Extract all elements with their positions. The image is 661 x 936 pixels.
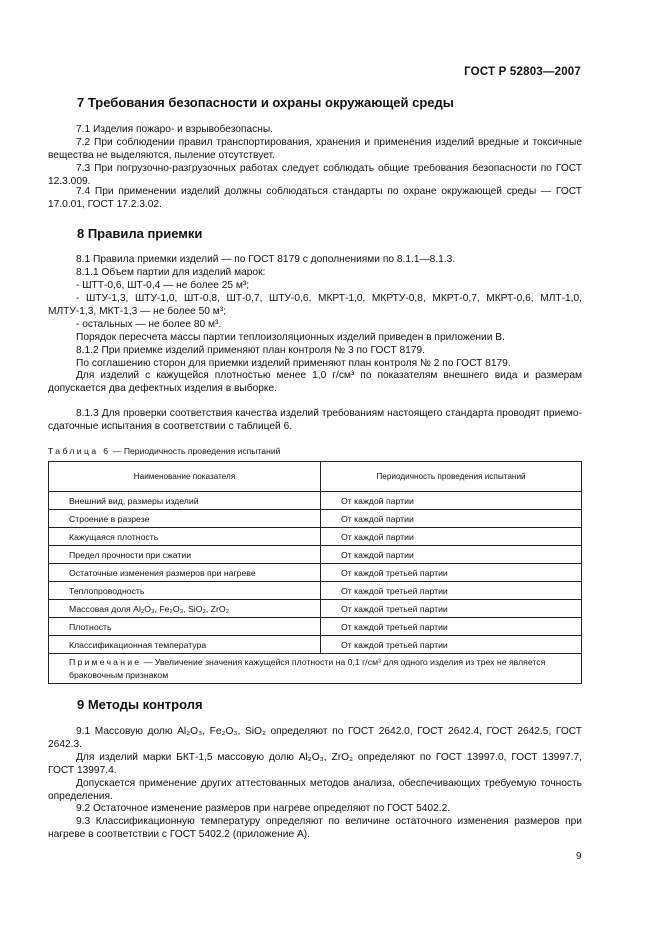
indicator-cell: Кажущаяся плотность — [49, 528, 321, 546]
indicator-cell: Массовая доля Al₂O₃, Fe₂O₃, SiO₂, ZrO₂ — [49, 600, 321, 618]
indicator-cell: Предел прочности при сжатии — [49, 546, 321, 564]
section-8-paragraph: 8.1.3 Для проверки соответствия качества изделий требованиям настоящего стандарта проводят приемо-сдаточные испытания в соответствии с таблицей 6. — [48, 408, 582, 433]
table-caption-label: Таблица 6 — [48, 446, 111, 456]
document-header: ГОСТ Р 52803—2007 — [464, 66, 581, 78]
table-row — [49, 618, 582, 636]
indicator-cell: Классификационная температура — [49, 636, 321, 654]
period-cell: От каждой третьей партии — [321, 636, 582, 654]
page-number: 9 — [576, 851, 582, 862]
table-header-cell: Периодичность проведения испытаний — [321, 462, 582, 492]
table-header-row — [49, 462, 582, 492]
section-8-title: 8 Правила приемки — [77, 226, 203, 241]
period-cell: От каждой третьей партии — [321, 564, 582, 582]
table-note-label: Примечание — [69, 656, 142, 667]
table-row — [49, 492, 582, 510]
table-row — [49, 528, 582, 546]
indicator-cell: Теплопроводность — [49, 582, 321, 600]
table-header-cell: Наименование показателя — [49, 462, 321, 492]
section-7-paragraph: 7.2 При соблюдении правил транспортирования, хранения и применения изделий вредные и токсичные вещества не выделяются, пыление отсутствует. — [48, 137, 582, 162]
indicator-cell: Остаточные изменения размеров при нагреве — [49, 564, 321, 582]
section-8-list-item: - остальных — не более 80 м³. — [76, 319, 222, 330]
table-note — [49, 654, 582, 684]
table-note-row — [49, 654, 582, 684]
table-row — [49, 564, 582, 582]
table-caption-text: — Периодичность проведения испытаний — [110, 446, 281, 456]
section-8-list-item: - ШТУ-1,3, ШТУ-1,0, ШТ-0,8, ШТ-0,7, ШТУ-0,6, МКРТ-1,0, МКРТУ-0,8, МКРТ-0,7, МКРТ-0,6, МЛТ-1,0, МЛТУ-1,3, МКТ-1,3 — не более 50 м³; — [48, 293, 582, 318]
indicator-cell: Строение в разрезе — [49, 510, 321, 528]
section-7-paragraph: 7.3 При погрузочно-разгрузочных работах следует соблюдать общие требования безопасности по ГОСТ 12.3.009. — [48, 163, 582, 188]
section-8-paragraph: По соглашению сторон для приемки изделий применяют план контроля № 2 по ГОСТ 8179. — [76, 358, 511, 369]
section-7-paragraph: 7.1 Изделия пожаро- и взрывобезопасны. — [76, 124, 273, 135]
table-note-text: — Увеличение значения кажущейся плотности на 0,1 г/см³ для одного изделия из трех не является браковочным признаком — [69, 656, 546, 680]
period-cell: От каждой третьей партии — [321, 600, 582, 618]
section-9-paragraph: 9.2 Остаточное изменение размеров при нагреве определяют по ГОСТ 5402.2. — [76, 803, 451, 814]
period-cell: От каждой партии — [321, 492, 582, 510]
table-row — [49, 600, 582, 618]
section-9-paragraph: Для изделий марки БКТ-1,5 массовую долю Al₂O₃, ZrO₂ определяют по ГОСТ 13997.0, ГОСТ 13997.7, ГОСТ 13997.4. — [48, 752, 582, 777]
section-8-list-item: - ШТТ-0,6, ШТ-0,4 — не более 25 м³; — [76, 280, 250, 291]
section-7-title: 7 Требования безопасности и охраны окружающей среды — [77, 95, 454, 110]
section-8-paragraph: Для изделий с кажущейся плотностью менее 1,0 г/см³ по показателям внешнего вида и размерам допускается два дефектных изделия в выборке. — [48, 370, 582, 395]
table-caption — [48, 446, 280, 456]
inspection-table — [48, 461, 582, 684]
period-cell: От каждой третьей партии — [321, 582, 582, 600]
section-9-paragraph: Допускается применение других аттестованных методов анализа, обеспечивающих требуемую точность определения. — [48, 778, 582, 803]
period-cell: От каждой партии — [321, 528, 582, 546]
period-cell: От каждой третьей партии — [321, 618, 582, 636]
section-8-paragraph: 8.1 Правила приемки изделий — по ГОСТ 8179 с дополнениями по 8.1.1—8.1.3. — [76, 254, 456, 265]
section-8-paragraph: Порядок пересчета массы партии теплоизоляционных изделий приведен в приложении В. — [76, 332, 505, 343]
section-9-paragraph: 9.3 Классификационную температуру определяют по величине остаточного изменения размеров при нагреве в соответствии с ГОСТ 5402.2 (приложение А). — [48, 816, 582, 841]
table-row — [49, 582, 582, 600]
section-7-paragraph: 7.4 При применении изделий должны соблюдаться стандарты по охране окружающей среды — ГОСТ 17.0.01, ГОСТ 17.2.3.02. — [48, 186, 582, 211]
table-row — [49, 546, 582, 564]
section-8-paragraph: 8.1.1 Объем партии для изделий марок: — [76, 267, 266, 278]
section-8-paragraph: 8.1.2 При приемке изделий применяют план контроля № 3 по ГОСТ 8179. — [76, 345, 425, 356]
period-cell: От каждой партии — [321, 510, 582, 528]
table-row — [49, 510, 582, 528]
period-cell: От каждой партии — [321, 546, 582, 564]
section-9-paragraph: 9.1 Массовую долю Al₂O₃, Fe₂O₃, SiO₂ определяют по ГОСТ 2642.0, ГОСТ 2642.4, ГОСТ 2642.5, ГОСТ 2642.3. — [48, 726, 582, 751]
indicator-cell: Плотность — [49, 618, 321, 636]
table-row — [49, 636, 582, 654]
section-9-title: 9 Методы контроля — [77, 697, 203, 712]
indicator-cell: Внешний вид, размеры изделий — [49, 492, 321, 510]
